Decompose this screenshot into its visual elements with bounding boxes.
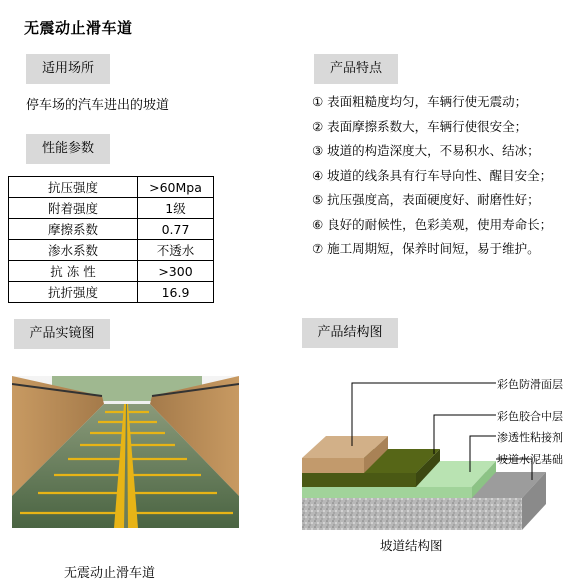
table-row [9,261,214,282]
list-item: ③ 坡道的构造深度大，不易积水、结冰； [312,143,540,158]
table-row [9,282,214,303]
table-row [9,240,214,261]
photo-heading: 产品实镜图 [14,319,110,349]
param-name: 附着强度 [9,198,138,219]
features-heading: 产品特点 [314,54,398,84]
list-item: ⑤ 抗压强度高，表面硬度好、耐磨性好； [312,192,540,207]
param-value: >60Mpa [138,177,214,198]
structure-heading: 产品结构图 [302,318,398,348]
param-name: 抗压强度 [9,177,138,198]
structure-caption: 坡道结构图 [380,538,443,553]
list-item: ⑦ 施工周期短，保养时间短，易于维护。 [312,241,540,256]
param-name: 摩擦系数 [9,219,138,240]
usage-heading: 适用场所 [26,54,110,84]
layer-label-adhesive: 渗透性粘接剂 [497,431,563,444]
table-row [9,198,214,219]
param-value: 0.77 [138,219,214,240]
usage-text: 停车场的汽车进出的坡道 [26,98,170,113]
page-title: 无震动止滑车道 [24,19,133,37]
photo-caption: 无震动止滑车道 [64,566,156,581]
param-value: 不透水 [138,240,214,261]
layer-label-base: 坡道水泥基础 [497,453,563,466]
param-name: 抗折强度 [9,282,138,303]
param-value: 16.9 [138,282,214,303]
param-name: 渗水系数 [9,240,138,261]
table-row [9,177,214,198]
param-name: 抗 冻 性 [9,261,138,282]
layer-label-middle: 彩色胶合中层 [497,410,563,423]
ramp-photo [12,376,239,528]
features-list [312,92,574,264]
param-value: >300 [138,261,214,282]
params-heading: 性能参数 [26,134,110,164]
list-item: ② 表面摩擦系数大，车辆行使很安全； [312,118,528,134]
param-value: 1级 [138,198,214,219]
list-item: ⑥ 良好的耐候性，色彩美观，使用寿命长； [312,216,553,232]
params-table [8,176,214,303]
list-item: ① 表面粗糙度均匀，车辆行使无震动； [312,94,528,109]
list-item: ④ 坡道的线条具有行车导向性、醒目安全； [312,167,553,183]
layer-label-top: 彩色防滑面层 [497,378,563,391]
table-row [9,219,214,240]
